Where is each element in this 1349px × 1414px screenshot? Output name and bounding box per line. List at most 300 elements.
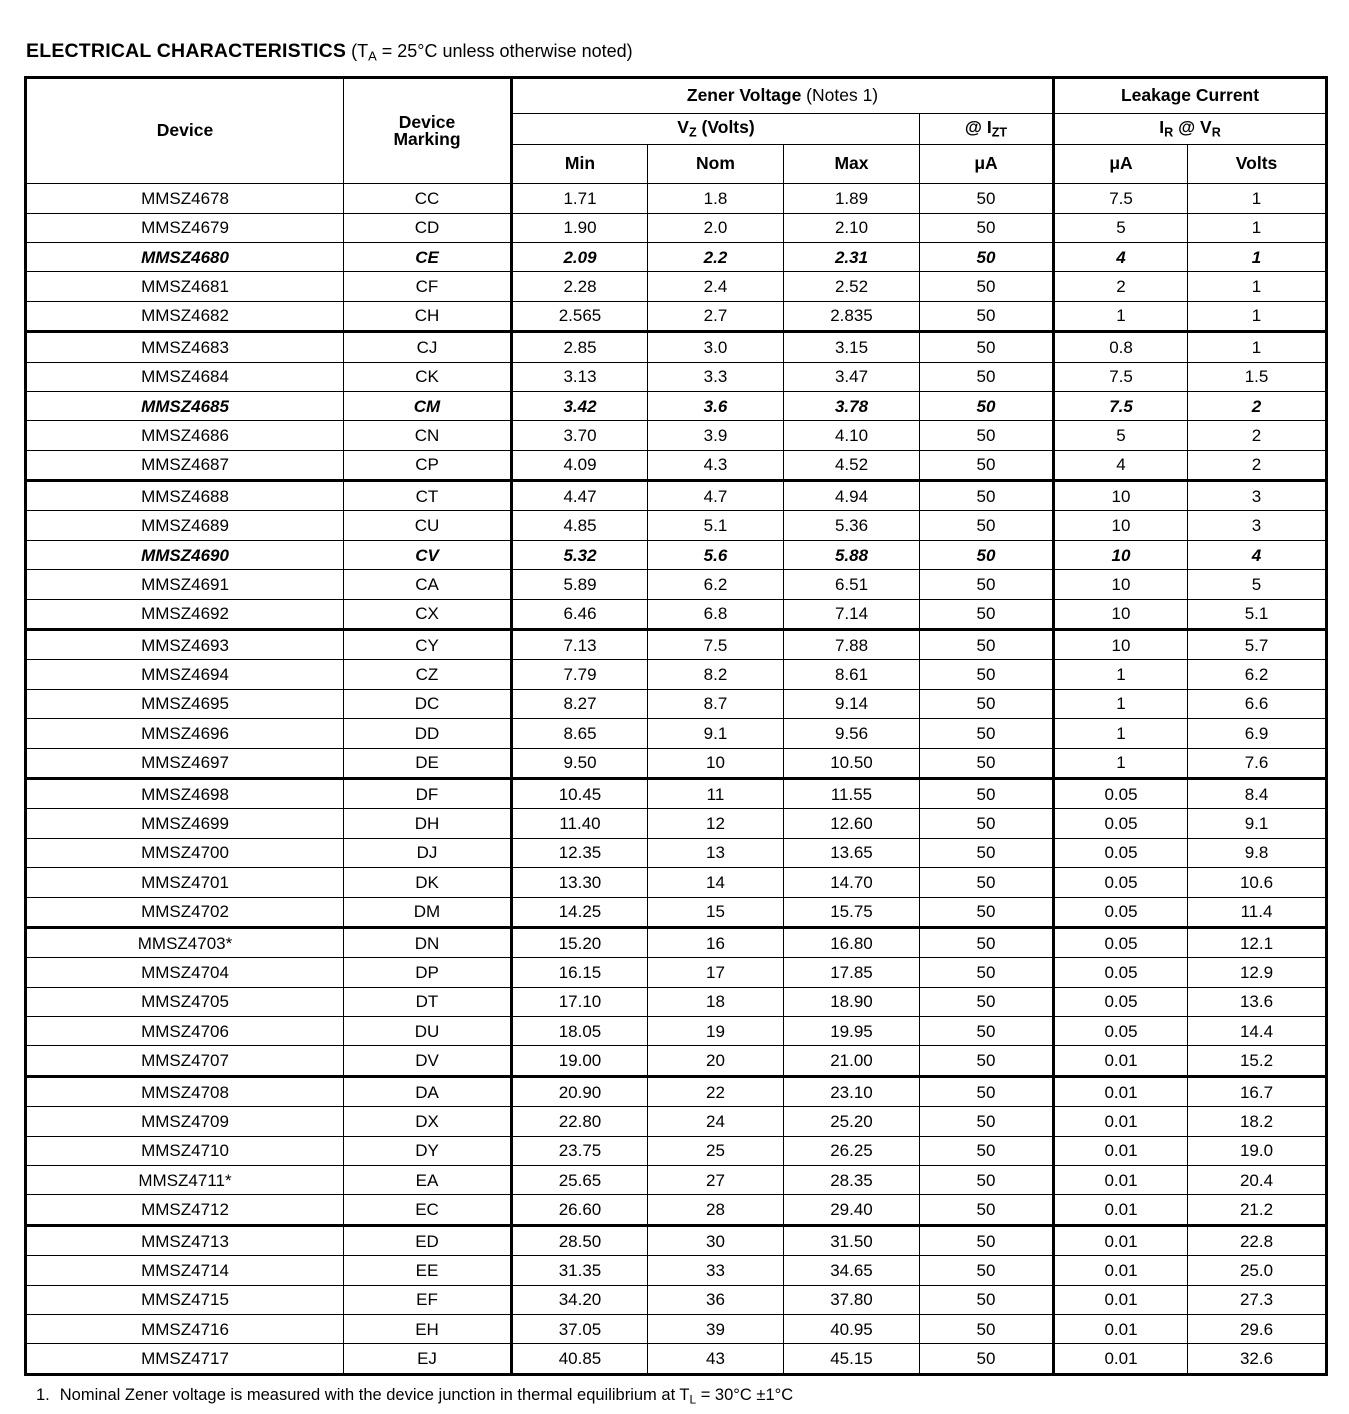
cell-marking: ED [344, 1225, 512, 1255]
cell-device: MMSZ4679 [26, 213, 344, 242]
table-body [26, 184, 1327, 1375]
cell-marking: CE [344, 242, 512, 271]
cell-vr: 15.2 [1188, 1046, 1327, 1076]
cell-marking: CZ [344, 660, 512, 689]
footnote-text: Nominal Zener voltage is measured with the device junction in thermal equilibrium at $T_L = 30^\circ C \pm 1^\circ C$ [59, 1385, 794, 1407]
cell-vz-min: 4.09 [512, 450, 648, 480]
cell-ir: 0.05 [1054, 927, 1188, 957]
cell-marking: DK [344, 868, 512, 897]
cell-vz-max: 6.51 [784, 570, 920, 599]
cell-marking: CA [344, 570, 512, 599]
cell-ir: 2 [1054, 272, 1188, 301]
cell-vr: 22.8 [1188, 1225, 1327, 1255]
cell-izt: 50 [920, 809, 1054, 838]
page-title-condition: ($T_A = 25^\circ C$ unless otherwise noted) [346, 41, 633, 64]
cell-izt: 50 [920, 958, 1054, 987]
cell-vz-max: 2.835 [784, 301, 920, 331]
cell-vr: 6.9 [1188, 719, 1327, 748]
cell-vz-max: 1.89 [784, 184, 920, 213]
cell-vr: 3 [1188, 481, 1327, 511]
cell-vz-min: 12.35 [512, 838, 648, 867]
cell-marking: DH [344, 809, 512, 838]
cell-izt: 50 [920, 481, 1054, 511]
cell-device: MMSZ4703* [26, 927, 344, 957]
table-row [26, 540, 1327, 569]
cell-vz-min: 23.75 [512, 1136, 648, 1165]
cell-vr: 4 [1188, 540, 1327, 569]
header-vz: $V_Z$ (Volts) [512, 114, 920, 145]
table-row [26, 660, 1327, 689]
cell-vz-nom: 14 [648, 868, 784, 897]
cell-device: MMSZ4706 [26, 1017, 344, 1046]
cell-vz-max: 4.10 [784, 421, 920, 450]
cell-vz-nom: 4.3 [648, 450, 784, 480]
cell-vz-min: 7.79 [512, 660, 648, 689]
cell-ir: 0.05 [1054, 958, 1188, 987]
cell-device: MMSZ4709 [26, 1107, 344, 1136]
cell-vz-max: 34.65 [784, 1256, 920, 1285]
cell-ir: 0.05 [1054, 1017, 1188, 1046]
header-min: Min [512, 145, 648, 184]
table-row [26, 1195, 1327, 1225]
cell-izt: 50 [920, 184, 1054, 213]
cell-vr: 11.4 [1188, 897, 1327, 927]
cell-vr: 20.4 [1188, 1166, 1327, 1195]
cell-marking: CU [344, 511, 512, 540]
cell-ir: 7.5 [1054, 362, 1188, 391]
cell-device: MMSZ4699 [26, 809, 344, 838]
cell-vz-nom: 24 [648, 1107, 784, 1136]
cell-vr: 1 [1188, 272, 1327, 301]
cell-izt: 50 [920, 272, 1054, 301]
cell-vz-nom: 17 [648, 958, 784, 987]
cell-ir: 0.05 [1054, 987, 1188, 1016]
table-row [26, 778, 1327, 808]
cell-device: MMSZ4707 [26, 1046, 344, 1076]
table-row [26, 897, 1327, 927]
cell-vz-min: 13.30 [512, 868, 648, 897]
cell-marking: EH [344, 1315, 512, 1344]
table-row [26, 927, 1327, 957]
table-row [26, 719, 1327, 748]
header-nom: Nom [648, 145, 784, 184]
cell-vz-min: 2.09 [512, 242, 648, 271]
cell-vz-max: 23.10 [784, 1076, 920, 1106]
cell-vz-max: 17.85 [784, 958, 920, 987]
cell-vz-nom: 3.9 [648, 421, 784, 450]
table-row [26, 184, 1327, 213]
cell-device: MMSZ4691 [26, 570, 344, 599]
table-row [26, 1017, 1327, 1046]
cell-vz-max: 45.15 [784, 1344, 920, 1374]
cell-vz-max: 26.25 [784, 1136, 920, 1165]
cell-marking: DT [344, 987, 512, 1016]
cell-vz-min: 34.20 [512, 1285, 648, 1314]
cell-vz-max: 13.65 [784, 838, 920, 867]
table-row [26, 272, 1327, 301]
cell-vz-min: 2.28 [512, 272, 648, 301]
cell-vr: 32.6 [1188, 1344, 1327, 1374]
cell-vz-nom: 3.6 [648, 391, 784, 420]
table-row [26, 301, 1327, 331]
table-row [26, 213, 1327, 242]
cell-vr: 3 [1188, 511, 1327, 540]
cell-vz-nom: 20 [648, 1046, 784, 1076]
cell-vz-nom: 30 [648, 1225, 784, 1255]
cell-device: MMSZ4693 [26, 630, 344, 660]
header-ir-ua: μA [1054, 145, 1188, 184]
cell-vz-nom: 1.8 [648, 184, 784, 213]
cell-marking: EJ [344, 1344, 512, 1374]
cell-vz-min: 31.35 [512, 1256, 648, 1285]
page-title-bold: ELECTRICAL CHARACTERISTICS [26, 40, 347, 62]
cell-izt: 50 [920, 1166, 1054, 1195]
cell-device: MMSZ4702 [26, 897, 344, 927]
cell-marking: CH [344, 301, 512, 331]
cell-ir: 1 [1054, 660, 1188, 689]
cell-vz-max: 4.94 [784, 481, 920, 511]
cell-vz-max: 7.14 [784, 599, 920, 629]
cell-device: MMSZ4700 [26, 838, 344, 867]
cell-device: MMSZ4681 [26, 272, 344, 301]
cell-izt: 50 [920, 987, 1054, 1016]
cell-vz-max: 29.40 [784, 1195, 920, 1225]
cell-vr: 19.0 [1188, 1136, 1327, 1165]
cell-vr: 13.6 [1188, 987, 1327, 1016]
cell-ir: 0.01 [1054, 1225, 1188, 1255]
footnote [36, 1386, 1325, 1406]
cell-vz-min: 28.50 [512, 1225, 648, 1255]
cell-marking: DV [344, 1046, 512, 1076]
cell-device: MMSZ4684 [26, 362, 344, 391]
cell-device: MMSZ4711* [26, 1166, 344, 1195]
cell-izt: 50 [920, 778, 1054, 808]
cell-marking: DP [344, 958, 512, 987]
cell-vz-max: 28.35 [784, 1166, 920, 1195]
table-row [26, 1166, 1327, 1195]
table-row [26, 1344, 1327, 1374]
cell-ir: 0.8 [1054, 332, 1188, 362]
table-row [26, 1046, 1327, 1076]
header-device-marking: Device Marking [344, 78, 512, 184]
cell-ir: 0.05 [1054, 838, 1188, 867]
cell-izt: 50 [920, 332, 1054, 362]
cell-vr: 25.0 [1188, 1256, 1327, 1285]
cell-vz-nom: 6.8 [648, 599, 784, 629]
cell-vz-min: 37.05 [512, 1315, 648, 1344]
table-row [26, 838, 1327, 867]
cell-vz-nom: 27 [648, 1166, 784, 1195]
cell-vz-max: 21.00 [784, 1046, 920, 1076]
cell-device: MMSZ4697 [26, 748, 344, 778]
cell-vz-min: 20.90 [512, 1076, 648, 1106]
cell-izt: 50 [920, 362, 1054, 391]
cell-vz-max: 2.52 [784, 272, 920, 301]
cell-device: MMSZ4680 [26, 242, 344, 271]
table-row [26, 689, 1327, 718]
cell-ir: 0.01 [1054, 1285, 1188, 1314]
cell-device: MMSZ4687 [26, 450, 344, 480]
cell-ir: 10 [1054, 481, 1188, 511]
cell-izt: 50 [920, 213, 1054, 242]
cell-izt: 50 [920, 1344, 1054, 1374]
cell-vr: 12.1 [1188, 927, 1327, 957]
cell-vz-nom: 3.0 [648, 332, 784, 362]
cell-izt: 50 [920, 450, 1054, 480]
cell-vz-max: 16.80 [784, 927, 920, 957]
cell-ir: 0.01 [1054, 1344, 1188, 1374]
cell-ir: 0.05 [1054, 809, 1188, 838]
cell-marking: CJ [344, 332, 512, 362]
cell-vz-min: 3.70 [512, 421, 648, 450]
table-row [26, 809, 1327, 838]
cell-ir: 4 [1054, 242, 1188, 271]
cell-vz-max: 2.10 [784, 213, 920, 242]
cell-device: MMSZ4704 [26, 958, 344, 987]
cell-vz-max: 25.20 [784, 1107, 920, 1136]
cell-vz-min: 40.85 [512, 1344, 648, 1374]
cell-vz-max: 2.31 [784, 242, 920, 271]
header-vr-volts: Volts [1188, 145, 1327, 184]
cell-vr: 1.5 [1188, 362, 1327, 391]
cell-vz-nom: 39 [648, 1315, 784, 1344]
cell-ir: 7.5 [1054, 184, 1188, 213]
table-row [26, 391, 1327, 420]
table-row [26, 481, 1327, 511]
cell-vz-min: 4.47 [512, 481, 648, 511]
cell-ir: 0.01 [1054, 1136, 1188, 1165]
cell-vz-nom: 3.3 [648, 362, 784, 391]
cell-device: MMSZ4696 [26, 719, 344, 748]
cell-vz-max: 31.50 [784, 1225, 920, 1255]
cell-ir: 10 [1054, 630, 1188, 660]
cell-vz-min: 10.45 [512, 778, 648, 808]
cell-device: MMSZ4717 [26, 1344, 344, 1374]
cell-device: MMSZ4714 [26, 1256, 344, 1285]
cell-izt: 50 [920, 1315, 1054, 1344]
cell-ir: 0.01 [1054, 1315, 1188, 1344]
cell-device: MMSZ4683 [26, 332, 344, 362]
cell-marking: DN [344, 927, 512, 957]
cell-device: MMSZ4715 [26, 1285, 344, 1314]
cell-izt: 50 [920, 868, 1054, 897]
cell-vr: 21.2 [1188, 1195, 1327, 1225]
cell-vz-min: 22.80 [512, 1107, 648, 1136]
cell-marking: DD [344, 719, 512, 748]
cell-marking: EF [344, 1285, 512, 1314]
cell-vz-min: 8.27 [512, 689, 648, 718]
cell-izt: 50 [920, 540, 1054, 569]
table-header [26, 78, 1327, 184]
cell-ir: 1 [1054, 301, 1188, 331]
cell-vr: 2 [1188, 391, 1327, 420]
cell-device: MMSZ4705 [26, 987, 344, 1016]
cell-izt: 50 [920, 1107, 1054, 1136]
cell-vz-max: 9.14 [784, 689, 920, 718]
cell-vz-nom: 36 [648, 1285, 784, 1314]
cell-marking: EA [344, 1166, 512, 1195]
cell-vz-max: 5.88 [784, 540, 920, 569]
cell-izt: 50 [920, 391, 1054, 420]
cell-marking: CP [344, 450, 512, 480]
cell-vz-nom: 5.1 [648, 511, 784, 540]
cell-vz-max: 40.95 [784, 1315, 920, 1344]
cell-vz-max: 14.70 [784, 868, 920, 897]
cell-izt: 50 [920, 897, 1054, 927]
cell-vz-nom: 25 [648, 1136, 784, 1165]
cell-vz-max: 8.61 [784, 660, 920, 689]
cell-vz-min: 15.20 [512, 927, 648, 957]
table-row [26, 1315, 1327, 1344]
cell-ir: 5 [1054, 213, 1188, 242]
cell-ir: 10 [1054, 511, 1188, 540]
cell-vz-min: 17.10 [512, 987, 648, 1016]
cell-vr: 5.7 [1188, 630, 1327, 660]
cell-vz-max: 18.90 [784, 987, 920, 1016]
cell-device: MMSZ4678 [26, 184, 344, 213]
cell-vz-min: 8.65 [512, 719, 648, 748]
cell-vz-nom: 2.4 [648, 272, 784, 301]
cell-izt: 50 [920, 242, 1054, 271]
cell-vr: 10.6 [1188, 868, 1327, 897]
cell-ir: 0.01 [1054, 1166, 1188, 1195]
cell-ir: 5 [1054, 421, 1188, 450]
cell-izt: 50 [920, 630, 1054, 660]
cell-vz-nom: 8.2 [648, 660, 784, 689]
cell-ir: 0.05 [1054, 778, 1188, 808]
cell-vz-nom: 7.5 [648, 630, 784, 660]
table-row [26, 630, 1327, 660]
table-row [26, 1285, 1327, 1314]
cell-vz-min: 3.42 [512, 391, 648, 420]
cell-marking: DF [344, 778, 512, 808]
table-row [26, 1107, 1327, 1136]
cell-device: MMSZ4701 [26, 868, 344, 897]
cell-izt: 50 [920, 838, 1054, 867]
cell-ir: 0.01 [1054, 1046, 1188, 1076]
cell-izt: 50 [920, 599, 1054, 629]
cell-device: MMSZ4716 [26, 1315, 344, 1344]
cell-device: MMSZ4712 [26, 1195, 344, 1225]
cell-vz-min: 11.40 [512, 809, 648, 838]
cell-marking: CX [344, 599, 512, 629]
cell-device: MMSZ4692 [26, 599, 344, 629]
table-row [26, 1225, 1327, 1255]
cell-vr: 14.4 [1188, 1017, 1327, 1046]
cell-vr: 29.6 [1188, 1315, 1327, 1344]
cell-vz-nom: 33 [648, 1256, 784, 1285]
cell-vz-min: 25.65 [512, 1166, 648, 1195]
cell-izt: 50 [920, 301, 1054, 331]
cell-vz-nom: 28 [648, 1195, 784, 1225]
table-row [26, 332, 1327, 362]
cell-vz-nom: 2.2 [648, 242, 784, 271]
cell-device: MMSZ4710 [26, 1136, 344, 1165]
cell-izt: 50 [920, 1285, 1054, 1314]
cell-vr: 9.1 [1188, 809, 1327, 838]
cell-device: MMSZ4698 [26, 778, 344, 808]
cell-device: MMSZ4688 [26, 481, 344, 511]
cell-ir: 0.01 [1054, 1076, 1188, 1106]
cell-izt: 50 [920, 719, 1054, 748]
cell-ir: 10 [1054, 599, 1188, 629]
header-zener-voltage: Zener Voltage (Notes 1) [512, 78, 1054, 114]
cell-vr: 12.9 [1188, 958, 1327, 987]
table-row [26, 511, 1327, 540]
electrical-characteristics-table [24, 76, 1328, 1376]
cell-vr: 1 [1188, 301, 1327, 331]
cell-device: MMSZ4685 [26, 391, 344, 420]
cell-marking: DY [344, 1136, 512, 1165]
cell-device: MMSZ4686 [26, 421, 344, 450]
cell-vz-nom: 15 [648, 897, 784, 927]
cell-marking: CV [344, 540, 512, 569]
table-row [26, 362, 1327, 391]
cell-device: MMSZ4713 [26, 1225, 344, 1255]
cell-vz-max: 11.55 [784, 778, 920, 808]
cell-vz-min: 26.60 [512, 1195, 648, 1225]
cell-marking: EC [344, 1195, 512, 1225]
cell-ir: 1 [1054, 719, 1188, 748]
table-row [26, 1256, 1327, 1285]
cell-marking: CF [344, 272, 512, 301]
cell-vr: 1 [1188, 242, 1327, 271]
cell-vz-min: 2.565 [512, 301, 648, 331]
cell-vr: 2 [1188, 450, 1327, 480]
cell-vz-nom: 5.6 [648, 540, 784, 569]
cell-vz-nom: 19 [648, 1017, 784, 1046]
cell-vz-max: 15.75 [784, 897, 920, 927]
cell-vr: 6.6 [1188, 689, 1327, 718]
table-row [26, 570, 1327, 599]
cell-ir: 0.01 [1054, 1107, 1188, 1136]
cell-izt: 50 [920, 511, 1054, 540]
cell-marking: CD [344, 213, 512, 242]
cell-izt: 50 [920, 1076, 1054, 1106]
cell-vz-nom: 2.0 [648, 213, 784, 242]
cell-vz-min: 18.05 [512, 1017, 648, 1046]
cell-vr: 9.8 [1188, 838, 1327, 867]
cell-vz-nom: 16 [648, 927, 784, 957]
footnote-number: 1. [36, 1385, 50, 1404]
cell-vz-nom: 11 [648, 778, 784, 808]
table-row [26, 599, 1327, 629]
cell-vz-min: 5.32 [512, 540, 648, 569]
cell-izt: 50 [920, 1256, 1054, 1285]
cell-device: MMSZ4682 [26, 301, 344, 331]
header-at-izt: @ $I_{ZT}$ [920, 114, 1054, 145]
cell-vz-nom: 22 [648, 1076, 784, 1106]
cell-izt: 50 [920, 570, 1054, 599]
cell-vz-nom: 43 [648, 1344, 784, 1374]
cell-vr: 5 [1188, 570, 1327, 599]
cell-izt: 50 [920, 1225, 1054, 1255]
cell-vz-nom: 10 [648, 748, 784, 778]
cell-marking: DC [344, 689, 512, 718]
cell-vz-nom: 12 [648, 809, 784, 838]
cell-ir: 1 [1054, 689, 1188, 718]
cell-vr: 27.3 [1188, 1285, 1327, 1314]
table-row [26, 868, 1327, 897]
cell-marking: CN [344, 421, 512, 450]
cell-vz-min: 16.15 [512, 958, 648, 987]
cell-vz-max: 7.88 [784, 630, 920, 660]
cell-vz-nom: 9.1 [648, 719, 784, 748]
cell-ir: 0.05 [1054, 868, 1188, 897]
cell-vz-nom: 13 [648, 838, 784, 867]
table-row [26, 987, 1327, 1016]
cell-izt: 50 [920, 660, 1054, 689]
